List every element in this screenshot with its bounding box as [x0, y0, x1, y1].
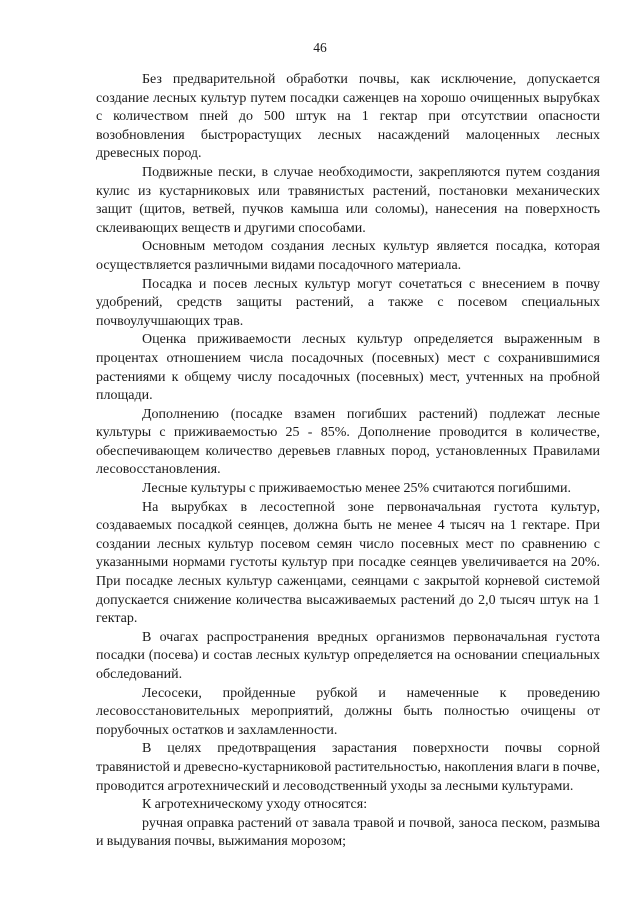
paragraph-fertilizers: Посадка и посев лесных культур могут сочетаться с внесением в почву удобрений, средств защиты растений, а также с посевом специальных почвоулучшающих трав.: [96, 276, 600, 329]
paragraph-pest-foci: В очагах распространения вредных организмов первоначальная густота посадки (посева) и состав лесных культур определяется на основании специальных обследований.: [96, 629, 600, 682]
paragraph-cutting-areas: Лесосеки, пройденные рубкой и намеченные к проведению лесовосстановительных мероприятий, должны быть полностью очищены от порубочных остатков и захламленности.: [96, 685, 600, 738]
document-body: [96, 71, 600, 852]
paragraph-survival-rate: Оценка приживаемости лесных культур определяется выраженным в процентах отношением числа посадочных (посевных) мест с сохранившимися растениями к общему числу посадочных (посевных) мест, учтенных на пробной площади.: [96, 332, 600, 404]
page-number: 46: [313, 40, 327, 55]
paragraph-agrotech-care-intro: К агротехническому уходу относятся:: [142, 797, 368, 813]
paragraph-forest-steppe-density: На вырубках в лесостепной зоне первоначальная густота культур, создаваемых посадкой сеянцев, должна быть не менее 4 тысяч на 1 гектаре. При создании лесных культур посевом семян число посевных мест по сравнению с указанными нормами густоты культур при посадке сеянцев увеличивается на 20%. При посадке лесных культур саженцами, сеянцами с закрытой корневой системой допускается снижение количества высаживаемых растений до 2,0 тысяч штук на 1 гектар.: [96, 499, 600, 627]
paragraph-dead-cultures: Лесные культуры с приживаемостью менее 25% считаются погибшими.: [142, 481, 571, 497]
paragraph-planting-method: Основным методом создания лесных культур является посадка, которая осуществляется различными видами посадочного материала.: [96, 239, 600, 273]
paragraph-manual-trimming: ручная оправка растений от завала травой и почвой, заноса песком, размыва и выдувания почвы, выжимания морозом;: [96, 815, 600, 850]
paragraph-weed-prevention: В целях предотвращения зарастания поверхности почвы сорной травянистой и древесно-кустарниковой растительностью, накопления влаги в почве, проводится агротехнический и лесоводственный уходы за лесными культурами.: [96, 741, 600, 794]
paragraph-replanting: Дополнению (посадке взамен погибших растений) подлежат лесные культуры с приживаемостью 25 - 85%. Дополнение проводится в количестве, обеспечивающем количество деревьев главных пород, установленных Правилами лесовосстановления.: [96, 406, 600, 478]
paragraph-no-tillage: Без предварительной обработки почвы, как исключение, допускается создание лесных культур путем посадки саженцев на хорошо очищенных вырубках с количеством пней до 500 штук на 1 гектар при отсутствии опасности возобновления быстрорастущих лесных насаждений малоценных лесных древесных пород.: [96, 72, 600, 162]
paragraph-moving-sands: Подвижные пески, в случае необходимости, закрепляются путем создания кулис из кустарниковых или травянистых растений, постановки механических защит (щитов, ветвей, пучков камыша или соломы), нанесения на поверхность склеивающих веществ и другими способами.: [96, 164, 600, 236]
